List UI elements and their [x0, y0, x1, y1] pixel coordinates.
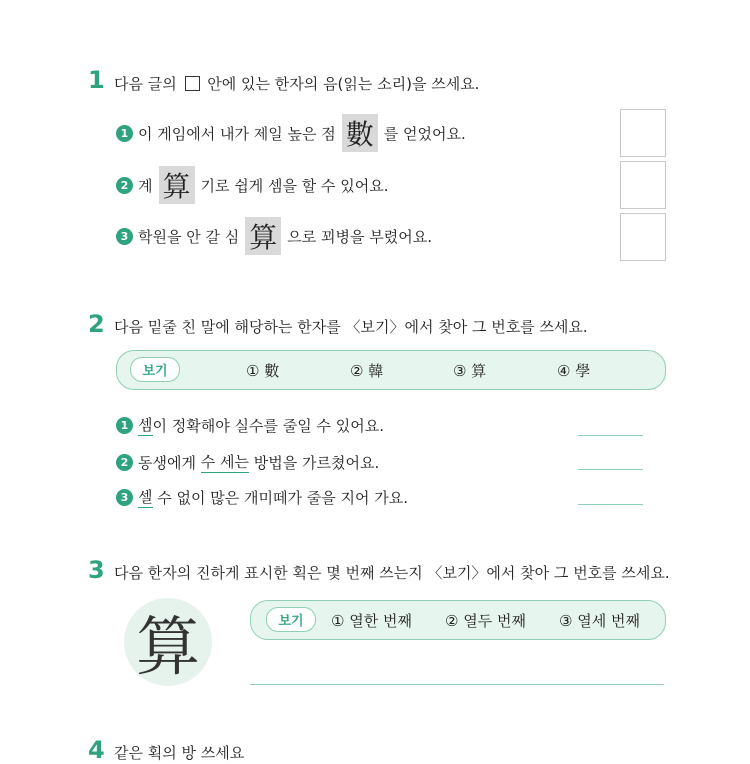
question-2-instruction: 다음 밑줄 친 말에 해당하는 한자를 〈보기〉에서 찾아 그 번호를 쓰세요. — [114, 318, 588, 336]
answer-line-q3[interactable] — [250, 684, 664, 685]
bogi-option-1: ① 열한 번째 — [331, 612, 412, 630]
question-2-number: 2 — [88, 310, 105, 338]
item-badge: 3 — [116, 489, 133, 506]
bogi-label: 보기 — [266, 607, 316, 632]
bogi-option-2: ② 열두 번째 — [445, 612, 526, 630]
instruction-post: 안에 있는 한자의 음(읽는 소리)을 쓰세요. — [207, 75, 480, 93]
underlined-word: 수 세는 — [200, 453, 249, 471]
item-text-after: 기로 쉽게 셈을 할 수 있어요. — [200, 176, 389, 195]
hanja-box: 算 — [159, 166, 195, 204]
bogi-option-2: ② 韓 — [350, 362, 384, 380]
hanja-box: 數 — [342, 114, 378, 152]
item-badge: 1 — [116, 125, 133, 142]
item-text-after: 를 얻었어요. — [383, 124, 466, 143]
bogi-option-3: ③ 算 — [453, 362, 487, 380]
blank-square-icon — [185, 76, 200, 91]
question-4-number: 4 — [88, 736, 105, 764]
underlined-word: 셈 — [138, 416, 153, 434]
answer-line-3[interactable] — [578, 504, 643, 505]
item-badge: 1 — [116, 417, 133, 434]
bogi-option-3: ③ 열세 번째 — [559, 612, 640, 630]
bogi-option-4: ④ 學 — [557, 362, 591, 380]
answer-line-1[interactable] — [578, 435, 643, 436]
item-text-before: 이 게임에서 내가 제일 높은 점 — [138, 124, 336, 143]
bogi-label: 보기 — [130, 357, 180, 382]
answer-box-1[interactable] — [620, 109, 666, 157]
question-3-number: 3 — [88, 556, 105, 584]
item-text: 수 없이 많은 개미떼가 줄을 지어 가요. — [152, 488, 408, 507]
q2-item-2 — [116, 451, 379, 473]
item-text: 이 정확해야 실수를 줄일 수 있어요. — [152, 416, 384, 435]
q1-item-3 — [116, 217, 432, 255]
q1-item-1 — [116, 114, 466, 152]
question-1-number: 1 — [88, 66, 105, 94]
hanja-stroke-figure: 算 — [124, 598, 212, 686]
underlined-word: 셀 — [138, 488, 153, 506]
item-text-pre: 동생에게 — [138, 453, 201, 472]
q2-item-3 — [116, 486, 408, 508]
question-3-instruction: 다음 한자의 진하게 표시한 획은 몇 번째 쓰는지 〈보기〉에서 찾아 그 번호를 쓰세요. — [114, 564, 670, 582]
q1-item-2 — [116, 166, 389, 204]
item-badge: 2 — [116, 177, 133, 194]
item-text-before: 학원을 안 갈 심 — [138, 227, 240, 246]
instruction-pre: 다음 글의 — [114, 75, 177, 93]
item-text: 방법을 가르쳤어요. — [248, 453, 380, 472]
question-4-instruction: 같은 획의 방 쓰세요 — [114, 744, 245, 762]
item-badge: 3 — [116, 228, 133, 245]
item-text-after: 으로 꾀병을 부렸어요. — [287, 227, 432, 246]
answer-box-2[interactable] — [620, 161, 666, 209]
bogi-option-1: ① 數 — [246, 362, 280, 380]
hanja-box: 算 — [245, 217, 281, 255]
q2-item-1 — [116, 414, 384, 436]
answer-box-3[interactable] — [620, 213, 666, 261]
item-text-before: 계 — [138, 176, 153, 195]
item-badge: 2 — [116, 454, 133, 471]
question-1-instruction — [114, 73, 479, 94]
answer-line-2[interactable] — [578, 469, 643, 470]
